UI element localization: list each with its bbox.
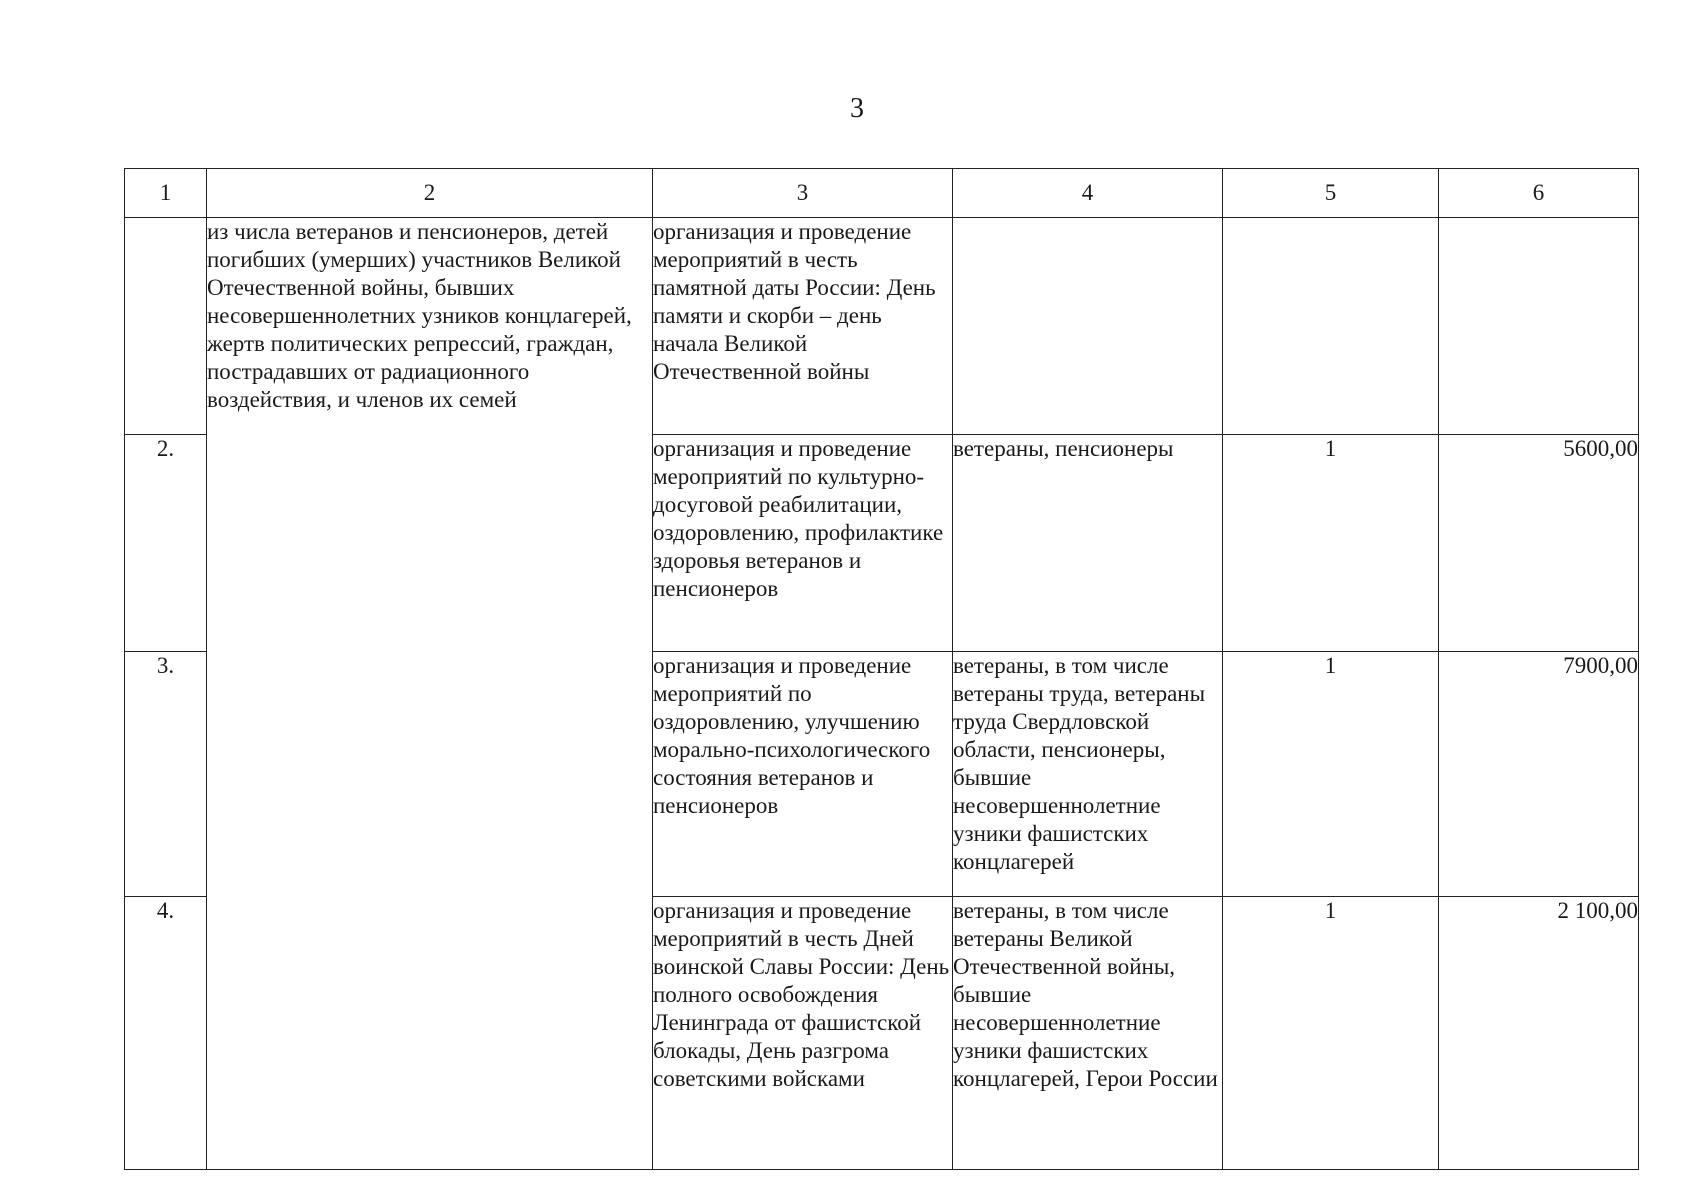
page-number: 3 (850, 93, 864, 124)
category-cell: ветераны, пенсионеры (953, 435, 1223, 652)
count-cell (1223, 218, 1439, 435)
amount-cell: 5600,00 (1439, 435, 1639, 652)
row-number (125, 218, 207, 435)
count-cell: 1 (1223, 897, 1439, 1170)
recipient-group-cell: из числа ветеранов и пенсионеров, детей погибших (умерших) участников Великой Отечественной войны, бывших несовершеннолетних узников концлагерей, жертв политических репрессий, граждан, пострадавших от радиационного воздействия, и членов их семей (207, 218, 653, 1170)
category-cell (953, 218, 1223, 435)
amount-cell (1439, 218, 1639, 435)
activity-cell: организация и проведение мероприятий в честь Дней воинской Славы России: День полного освобождения Ленинграда от фашистской блокады, День разгрома советскими войсками (653, 897, 953, 1170)
amount-cell: 7900,00 (1439, 652, 1639, 897)
count-cell: 1 (1223, 435, 1439, 652)
activity-cell: организация и проведение мероприятий по культурно-досуговой реабилитации, оздоровлению, профилактике здоровья ветеранов и пенсионеров (653, 435, 953, 652)
activity-cell: организация и проведение мероприятий в честь памятной даты России: День памяти и скорби – день начала Великой Отечественной войны (653, 218, 953, 435)
category-cell: ветераны, в том числе ветераны труда, ветераны труда Свердловской области, пенсионеры, бывшие несовершеннолетние узники фашистских концлагерей (953, 652, 1223, 897)
activity-cell: организация и проведение мероприятий по оздоровлению, улучшению морально-психологического состояния ветеранов и пенсионеров (653, 652, 953, 897)
row-number: 2. (125, 435, 207, 652)
table-row (125, 218, 1639, 435)
count-cell: 1 (1223, 652, 1439, 897)
table-header-row (125, 169, 1639, 218)
column-header: 4 (953, 169, 1223, 218)
column-header: 2 (207, 169, 653, 218)
column-header: 5 (1223, 169, 1439, 218)
column-header: 1 (125, 169, 207, 218)
amount-cell: 2 100,00 (1439, 897, 1639, 1170)
column-header: 6 (1439, 169, 1639, 218)
data-table (124, 168, 1639, 1170)
row-number: 3. (125, 652, 207, 897)
row-number: 4. (125, 897, 207, 1170)
column-header: 3 (653, 169, 953, 218)
category-cell: ветераны, в том числе ветераны Великой Отечественной войны, бывшие несовершеннолетние узники фашистских концлагерей, Герои России (953, 897, 1223, 1170)
